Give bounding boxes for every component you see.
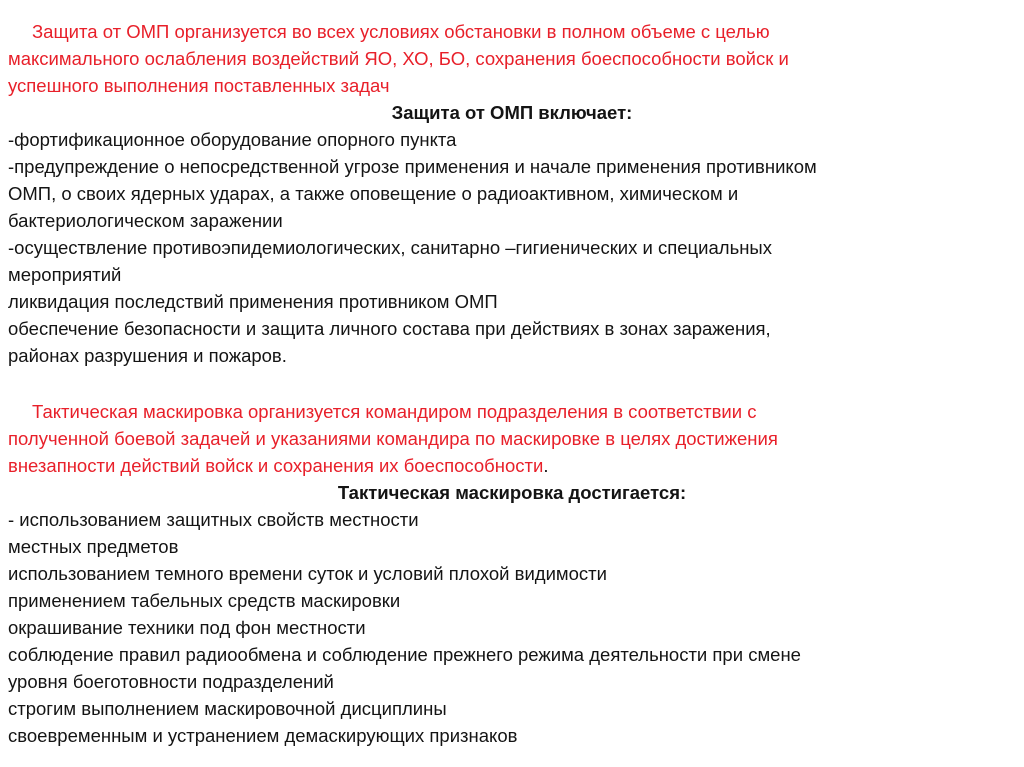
omp-heading: Защита от ОМП включает:	[391, 102, 633, 123]
masking-item-8: строгим выполнением маскировочной дисциплины	[8, 698, 447, 719]
masking-item-2: местных предметов	[8, 536, 179, 557]
masking-intro-line-2: полученной боевой задачей и указаниями командира по маскировке в целях достижения	[8, 428, 778, 449]
omp-item-3: ОМП, о своих ядерных ударах, а также оповещение о радиоактивном, химическом и	[8, 183, 739, 204]
masking-item-7: уровня боеготовности подразделений	[8, 671, 334, 692]
omp-item-7: ликвидация последствий применения противником ОМП	[8, 291, 498, 312]
masking-intro-period: .	[543, 455, 549, 476]
omp-item-2: -предупреждение о непосредственной угрозе применения и начале применения противником	[8, 156, 817, 177]
omp-item-9: районах разрушения и пожаров.	[8, 345, 287, 366]
omp-item-8: обеспечение безопасности и защита личного состава при действиях в зонах заражения,	[8, 318, 771, 339]
omp-intro-line-1: Защита от ОМП организуется во всех условиях обстановки в полном объеме с целью	[32, 21, 770, 42]
masking-item-4: применением табельных средств маскировки	[8, 590, 401, 611]
masking-item-9: своевременным и устранением демаскирующих признаков	[8, 725, 518, 746]
masking-intro-line-1: Тактическая маскировка организуется командиром подразделения в соответствии с	[32, 401, 757, 422]
omp-item-1: -фортификационное оборудование опорного пункта	[8, 129, 457, 150]
omp-item-4: бактериологическом заражении	[8, 210, 283, 231]
omp-intro-line-2: максимального ослабления воздействий ЯО, ХО, БО, сохранения боеспособности войск и	[8, 48, 789, 69]
masking-intro-line-3-text: внезапности действий войск и сохранения их боеспособности	[8, 455, 544, 476]
masking-item-1: - использованием защитных свойств местности	[8, 509, 419, 530]
masking-item-6: соблюдение правил радиообмена и соблюдение прежнего режима деятельности при смене	[8, 644, 801, 665]
masking-heading: Тактическая маскировка достигается:	[337, 482, 687, 503]
omp-item-5: -осуществление противоэпидемиологических, санитарно –гигиенических и специальных	[8, 237, 772, 258]
masking-item-3: использованием темного времени суток и условий плохой видимости	[8, 563, 607, 584]
masking-section	[8, 398, 1016, 749]
masking-intro-line-3	[8, 452, 1016, 479]
omp-intro-line-3: успешного выполнения поставленных задач	[8, 75, 390, 96]
masking-item-5: окрашивание техники под фон местности	[8, 617, 366, 638]
omp-section	[8, 18, 1016, 369]
omp-item-6: мероприятий	[8, 264, 122, 285]
